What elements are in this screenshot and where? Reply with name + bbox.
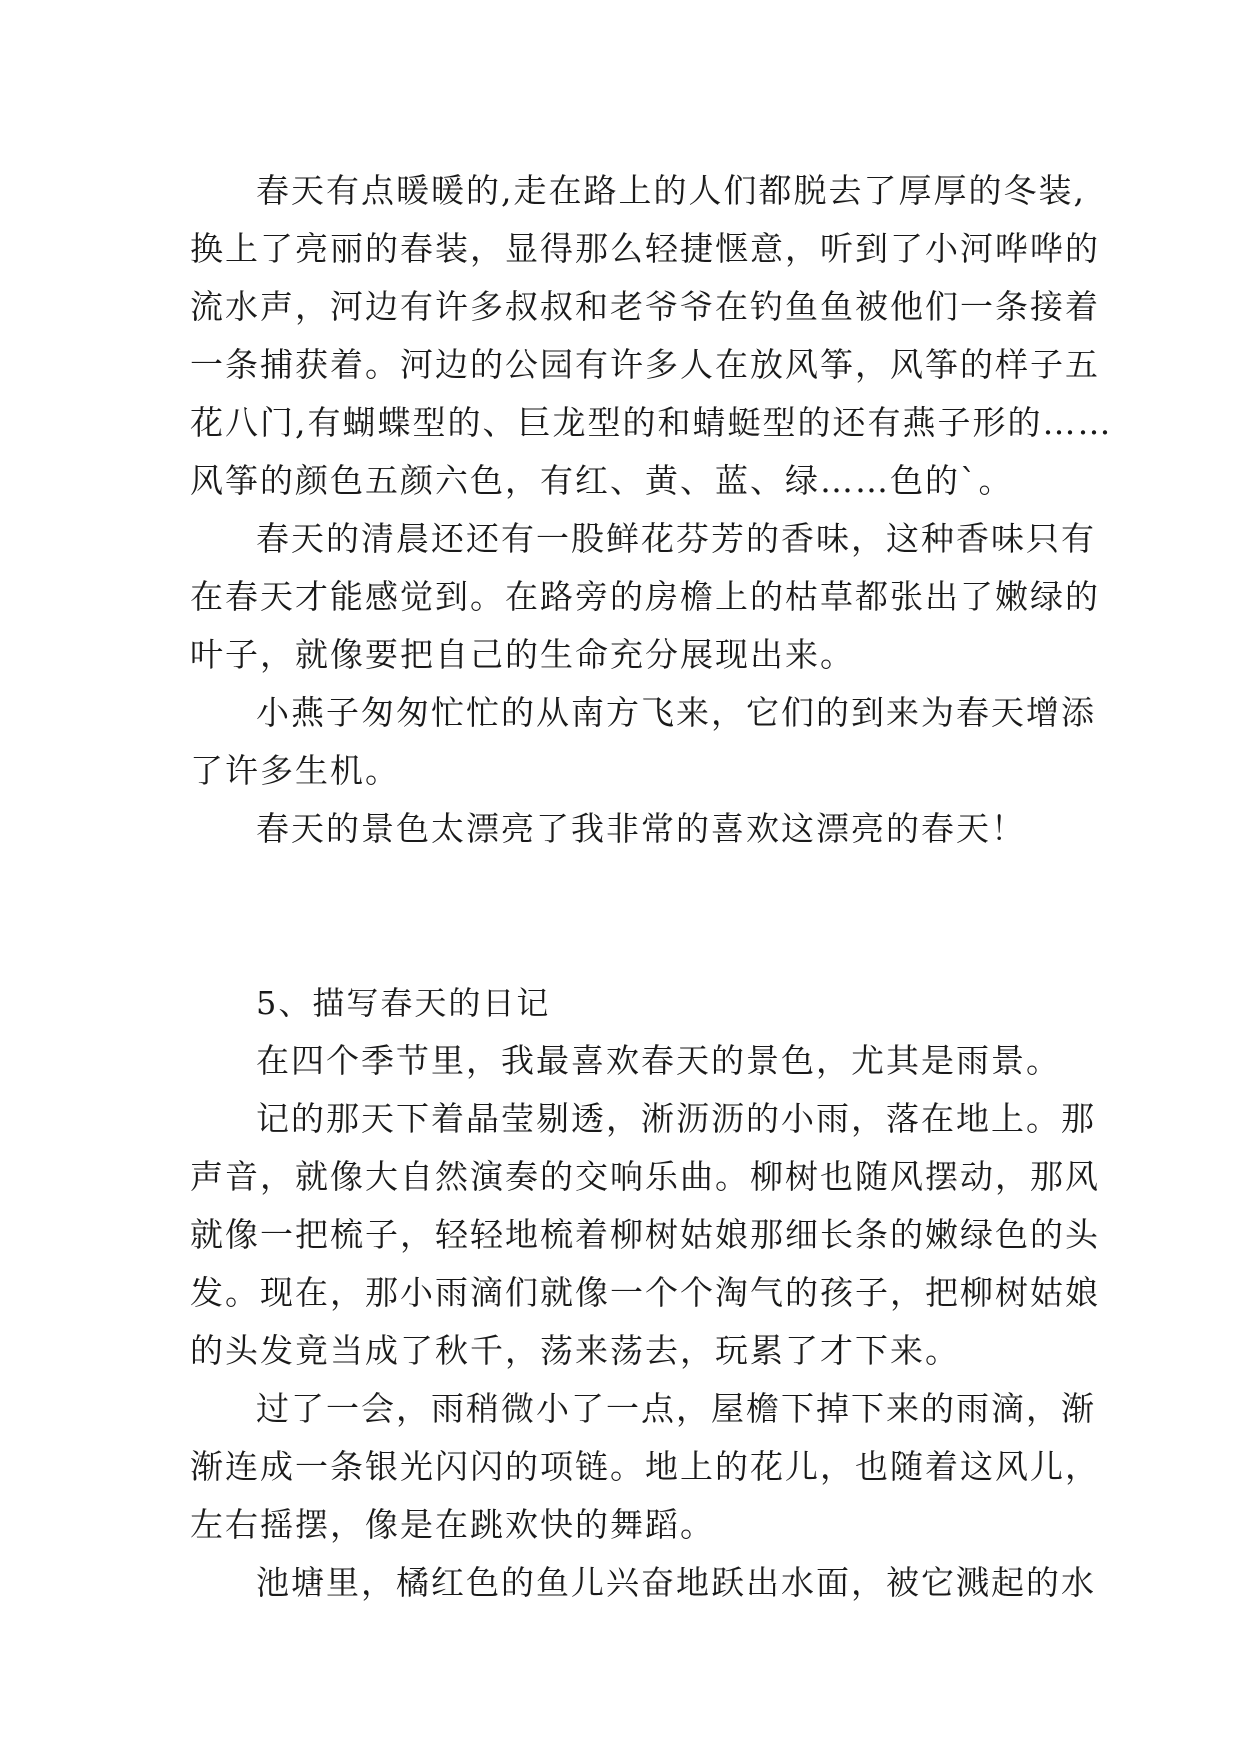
text-line: 春天有点暖暖的,走在路上的人们都脱去了厚厚的冬装, — [256, 171, 1086, 210]
section-spacer — [190, 858, 1090, 974]
text-line: 叶子，就像要把自己的生命充分展现出来。 — [190, 635, 855, 674]
text-line: 花八门,有蝴蝶型的、巨龙型的和蜻蜓型的还有燕子形的…… — [190, 403, 1113, 442]
text-line: 的头发竟当成了秋千，荡来荡去，玩累了才下来。 — [190, 1331, 960, 1370]
text-line: 池塘里，橘红色的鱼儿兴奋地跃出水面，被它溅起的水 — [256, 1563, 1096, 1602]
text-line: 就像一把梳子，轻轻地梳着柳树姑娘那细长条的嫩绿色的头 — [190, 1215, 1100, 1254]
text-line: 声音，就像大自然演奏的交响乐曲。柳树也随风摆动，那风 — [190, 1157, 1100, 1196]
text-line: 一条捕获着。河边的公园有许多人在放风筝，风筝的样子五 — [190, 345, 1100, 384]
text-line: 春天的景色太漂亮了我非常的喜欢这漂亮的春天！ — [256, 809, 1026, 848]
section-heading: 5、描写春天的日记 — [256, 984, 551, 1022]
text-line: 记的那天下着晶莹剔透，淅沥沥的小雨，落在地上。那 — [256, 1099, 1096, 1138]
text-line: 换上了亮丽的春装，显得那么轻捷惬意，听到了小河哗哗的 — [190, 229, 1100, 268]
document-body — [190, 162, 1113, 1612]
text-line: 发。现在，那小雨滴们就像一个个淘气的孩子，把柳树姑娘 — [190, 1273, 1100, 1312]
essay-section-1 — [190, 162, 1113, 858]
text-line: 了许多生机。 — [190, 751, 400, 790]
text-line: 在春天才能感觉到。在路旁的房檐上的枯草都张出了嫩绿的 — [190, 577, 1100, 616]
text-line: 过了一会，雨稍微小了一点，屋檐下掉下来的雨滴，渐 — [256, 1389, 1096, 1428]
text-line: 流水声，河边有许多叔叔和老爷爷在钓鱼鱼被他们一条接着 — [190, 287, 1100, 326]
text-line: 风筝的颜色五颜六色，有红、黄、蓝、绿……色的`。 — [190, 461, 1014, 500]
essay-section-2 — [190, 1032, 1100, 1612]
text-line: 小燕子匆匆忙忙的从南方飞来，它们的到来为春天增添 — [256, 693, 1096, 732]
text-line: 春天的清晨还还有一股鲜花芬芳的香味，这种香味只有 — [256, 519, 1096, 558]
text-line: 左右摇摆，像是在跳欢快的舞蹈。 — [190, 1505, 715, 1544]
text-line: 渐连成一条银光闪闪的项链。地上的花儿，也随着这风儿， — [190, 1447, 1100, 1486]
text-line: 在四个季节里，我最喜欢春天的景色，尤其是雨景。 — [256, 1041, 1061, 1080]
